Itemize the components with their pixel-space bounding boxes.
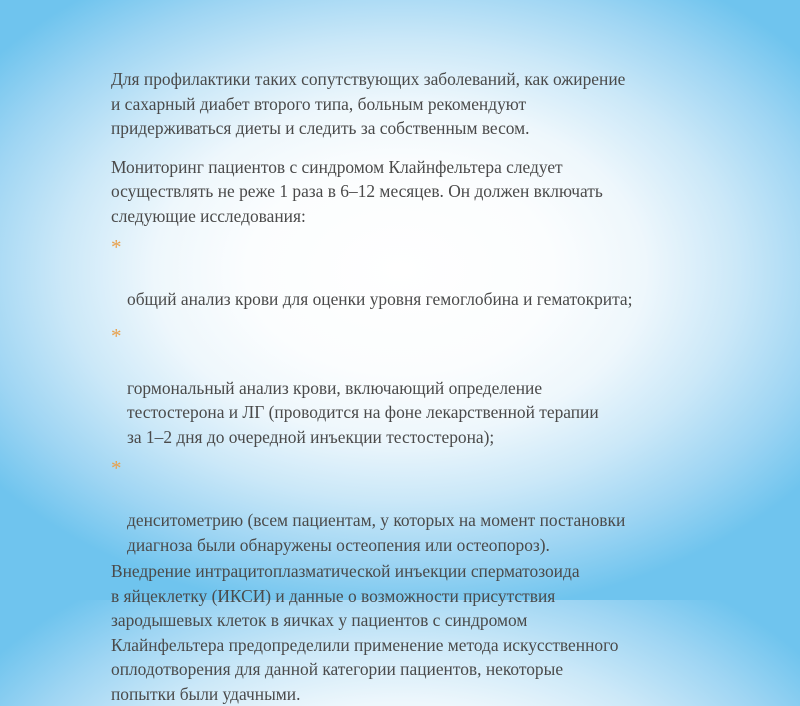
list-item-text: общий анализ крови для оценки уровня гемоглобина и гематокрита; [127,289,633,309]
list-item-text: гормональный анализ крови, включающий определение тестостерона и ЛГ (проводится на фоне лекарственной терапии за 1–2 дня до очередной инъекции тестостерона); [127,377,599,447]
list-item-text: денситометрию (всем пациентам, у которых на момент постановки диагноза были обнаружены остеопения или остеопороз). [127,510,626,555]
slide-body [111,67,751,706]
list-item [111,235,751,312]
bullet-list [111,235,751,557]
asterisk-bullet-icon: * [111,235,122,259]
paragraph-diet: Для профилактики таких сопутствующих заболеваний, как ожирение и сахарный диабет второго типа, больным рекомендуют придерживаться диеты и следить за собственным весом. [111,69,626,138]
paragraph-icsi: Внедрение интрацитоплазматической инъекции сперматозоида в яйцеклетку (ИКСИ) и данные о возможности присутствия зародышевых клеток в яичках у пациентов с синдромом Клайнфельтера предопределили применение метода искусственного оплодотворения для данной категории пациентов, некоторые попытки были удачными. [111,561,619,704]
asterisk-bullet-icon: * [111,456,122,480]
paragraph-monitoring: Мониторинг пациентов с синдромом Клайнфельтера следует осуществлять не реже 1 раза в 6–12 месяцев. Он должен включать следующие исследования: [111,156,603,226]
asterisk-bullet-icon: * [111,323,122,348]
list-item [111,323,751,450]
list-item [111,456,751,557]
